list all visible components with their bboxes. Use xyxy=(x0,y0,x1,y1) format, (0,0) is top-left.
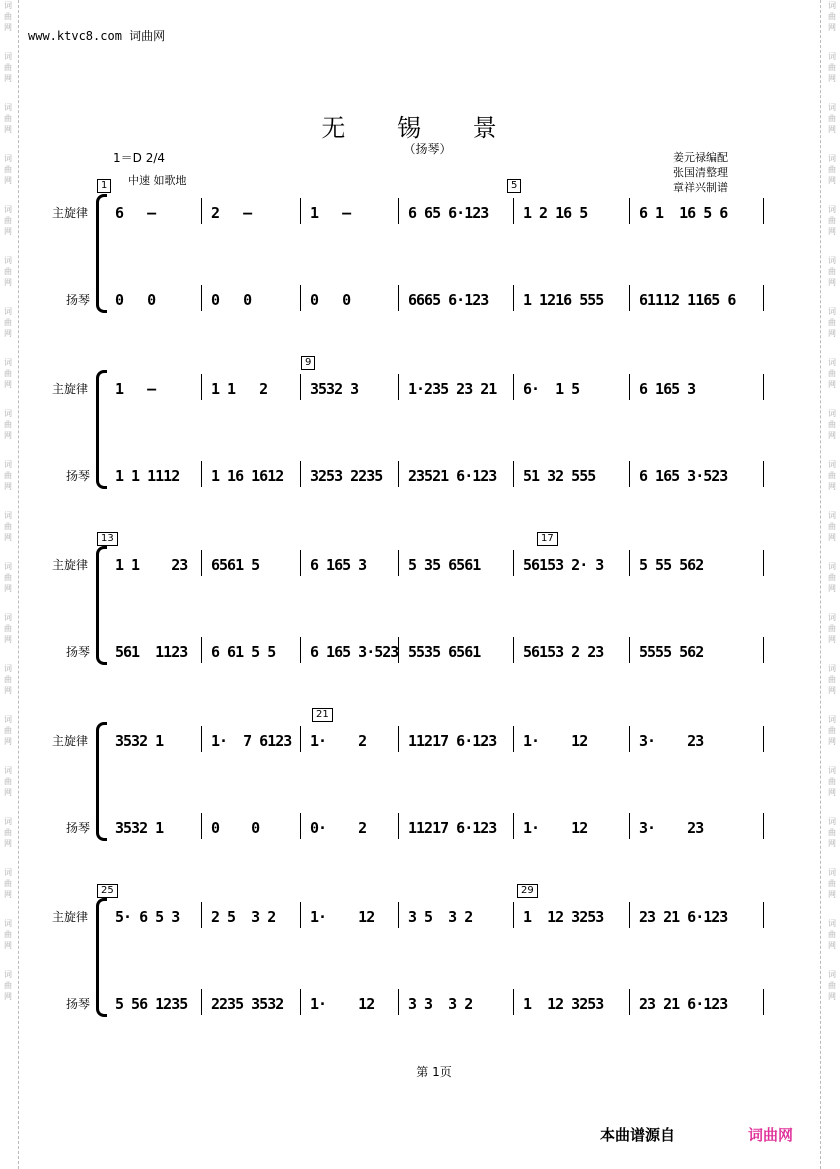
melody-part-label: 主旋律 xyxy=(52,382,89,396)
melody-measure: 6 165 3 xyxy=(639,380,696,398)
barline xyxy=(398,902,399,928)
watermark-char: 曲 xyxy=(828,981,836,990)
measure-number: 9 xyxy=(301,356,315,370)
watermark-char: 网 xyxy=(828,329,836,338)
barline xyxy=(201,550,202,576)
melody-measure: 6 – xyxy=(115,204,156,222)
barline xyxy=(629,461,630,487)
watermark-char: 词 xyxy=(4,715,12,724)
barline xyxy=(398,813,399,839)
watermark-char: 词 xyxy=(828,817,836,826)
barline xyxy=(763,637,764,663)
barline xyxy=(300,374,301,400)
watermark-char: 网 xyxy=(828,584,836,593)
watermark-char: 曲 xyxy=(4,624,12,633)
barline xyxy=(201,637,202,663)
watermark-char: 曲 xyxy=(4,777,12,786)
watermark-char: 词 xyxy=(828,205,836,214)
watermark-char: 网 xyxy=(4,533,12,542)
watermark-char: 网 xyxy=(828,737,836,746)
melody-measure: 1· 2 xyxy=(310,732,367,750)
watermark-char: 网 xyxy=(4,380,12,389)
barline xyxy=(629,374,630,400)
watermark-char: 网 xyxy=(4,74,12,83)
yangqin-staff xyxy=(0,641,840,665)
watermark-char: 词 xyxy=(4,562,12,571)
watermark-char: 词 xyxy=(4,1,12,10)
yangqin-measure: 2235 3532 xyxy=(211,995,284,1013)
watermark-char: 词 xyxy=(828,409,836,418)
watermark-char: 网 xyxy=(4,839,12,848)
barline xyxy=(398,285,399,311)
yangqin-staff xyxy=(0,817,840,841)
watermark-char: 词 xyxy=(4,103,12,112)
watermark-char: 词 xyxy=(828,970,836,979)
watermark-char: 曲 xyxy=(828,777,836,786)
melody-measure: 1 2 16 5 xyxy=(523,204,588,222)
melody-part-label: 主旋律 xyxy=(52,734,89,748)
barline xyxy=(513,902,514,928)
watermark-char: 词 xyxy=(4,307,12,316)
watermark-char: 网 xyxy=(828,788,836,797)
key-time-signature: 1＝D 2/4 xyxy=(113,151,166,165)
watermark-char: 网 xyxy=(828,23,836,32)
watermark-char: 网 xyxy=(4,329,12,338)
yangqin-measure: 56153 2 23 xyxy=(523,643,604,661)
watermark-char: 网 xyxy=(828,992,836,1001)
barline xyxy=(763,198,764,224)
watermark-char: 词 xyxy=(4,868,12,877)
song-subtitle: （扬琴） xyxy=(403,142,452,156)
watermark-char: 词 xyxy=(4,460,12,469)
watermark-char: 曲 xyxy=(828,879,836,888)
watermark-char: 词 xyxy=(4,970,12,979)
barline xyxy=(201,285,202,311)
barline xyxy=(763,374,764,400)
measure-number: 21 xyxy=(312,708,333,722)
barline xyxy=(201,198,202,224)
yangqin-measure: 3532 1 xyxy=(115,819,164,837)
yangqin-measure: 1 12 3253 xyxy=(523,995,604,1013)
yangqin-part-label: 扬琴 xyxy=(66,293,91,307)
watermark-char: 网 xyxy=(4,635,12,644)
melody-measure: 1 12 3253 xyxy=(523,908,604,926)
barline xyxy=(398,374,399,400)
watermark-char: 网 xyxy=(828,176,836,185)
watermark-char: 词 xyxy=(828,1,836,10)
yangqin-measure: 1· 12 xyxy=(523,819,588,837)
watermark-char: 曲 xyxy=(828,624,836,633)
melody-measure: 2 5 3 2 xyxy=(211,908,276,926)
barline xyxy=(300,902,301,928)
yangqin-measure: 6 165 3·523 xyxy=(639,467,728,485)
watermark-char: 网 xyxy=(4,584,12,593)
watermark-char: 词 xyxy=(828,358,836,367)
watermark-char: 网 xyxy=(828,686,836,695)
watermark-char: 网 xyxy=(4,941,12,950)
watermark-char: 网 xyxy=(828,482,836,491)
barline xyxy=(513,374,514,400)
watermark-char: 网 xyxy=(828,125,836,134)
barline xyxy=(763,726,764,752)
barline xyxy=(513,198,514,224)
watermark-char: 网 xyxy=(4,176,12,185)
melody-measure: 1 – xyxy=(115,380,156,398)
watermark-char: 曲 xyxy=(828,675,836,684)
watermark-char: 网 xyxy=(4,788,12,797)
melody-measure: 1· 12 xyxy=(523,732,588,750)
melody-measure: 1 1 2 xyxy=(211,380,268,398)
watermark-char: 曲 xyxy=(4,675,12,684)
watermark-char: 词 xyxy=(4,256,12,265)
watermark-char: 曲 xyxy=(828,522,836,531)
watermark-char: 曲 xyxy=(828,471,836,480)
watermark-char: 曲 xyxy=(828,420,836,429)
watermark-char: 网 xyxy=(4,227,12,236)
yangqin-measure: 3· 23 xyxy=(639,819,704,837)
melody-measure: 5· 6 5 3 xyxy=(115,908,180,926)
yangqin-measure: 5 56 1235 xyxy=(115,995,188,1013)
yangqin-measure: 61112 1165 6 xyxy=(639,291,736,309)
watermark-char: 词 xyxy=(828,868,836,877)
watermark-char: 网 xyxy=(828,278,836,287)
melody-measure: 1· 12 xyxy=(310,908,375,926)
yangqin-measure: 11217 6·123 xyxy=(408,819,497,837)
watermark-char: 网 xyxy=(4,890,12,899)
watermark-char: 词 xyxy=(4,511,12,520)
credit-arranger: 姜元禄编配 xyxy=(673,151,728,164)
melody-measure: 56153 2· 3 xyxy=(523,556,604,574)
melody-measure: 5 55 562 xyxy=(639,556,704,574)
melody-measure: 3532 3 xyxy=(310,380,359,398)
watermark-char: 曲 xyxy=(4,879,12,888)
barline xyxy=(629,902,630,928)
barline xyxy=(300,637,301,663)
watermark-char: 曲 xyxy=(828,573,836,582)
measure-number: 1 xyxy=(97,179,111,193)
barline xyxy=(763,285,764,311)
melody-measure: 23 21 6·123 xyxy=(639,908,728,926)
watermark-char: 词 xyxy=(828,103,836,112)
melody-measure: 3532 1 xyxy=(115,732,164,750)
watermark-char: 词 xyxy=(828,460,836,469)
barline xyxy=(398,726,399,752)
yangqin-measure: 3253 2235 xyxy=(310,467,383,485)
melody-staff xyxy=(0,730,840,754)
watermark-char: 词 xyxy=(4,52,12,61)
barline xyxy=(763,813,764,839)
measure-number: 17 xyxy=(537,532,558,546)
watermark-char: 曲 xyxy=(4,573,12,582)
watermark-char: 网 xyxy=(828,941,836,950)
barline xyxy=(201,813,202,839)
barline xyxy=(300,726,301,752)
watermark-char: 曲 xyxy=(828,369,836,378)
watermark-char: 词 xyxy=(828,307,836,316)
watermark-char: 词 xyxy=(4,154,12,163)
yangqin-part-label: 扬琴 xyxy=(66,997,91,1011)
barline xyxy=(513,285,514,311)
watermark-char: 曲 xyxy=(4,369,12,378)
watermark-char: 词 xyxy=(828,511,836,520)
credit-editor: 张国清整理 xyxy=(673,166,728,179)
barline xyxy=(398,550,399,576)
barline xyxy=(300,550,301,576)
barline xyxy=(300,198,301,224)
yangqin-measure: 0· 2 xyxy=(310,819,367,837)
yangqin-measure: 3 3 3 2 xyxy=(408,995,473,1013)
yangqin-measure: 1 16 1612 xyxy=(211,467,284,485)
watermark-char: 曲 xyxy=(4,471,12,480)
watermark-char: 曲 xyxy=(4,165,12,174)
barline xyxy=(513,550,514,576)
watermark-char: 曲 xyxy=(4,726,12,735)
barline xyxy=(629,198,630,224)
yangqin-measure: 1 1216 555 xyxy=(523,291,604,309)
watermark-char: 曲 xyxy=(828,828,836,837)
watermark-char: 网 xyxy=(828,431,836,440)
watermark-char: 曲 xyxy=(828,12,836,21)
page-number: 第 1页 xyxy=(416,1065,452,1079)
barline xyxy=(763,461,764,487)
watermark-char: 曲 xyxy=(4,216,12,225)
watermark-char: 词 xyxy=(4,817,12,826)
barline xyxy=(513,637,514,663)
barline xyxy=(629,550,630,576)
yangqin-measure: 5555 562 xyxy=(639,643,704,661)
barline xyxy=(763,989,764,1015)
yangqin-measure: 0 0 xyxy=(115,291,156,309)
measure-number: 29 xyxy=(517,884,538,898)
melody-measure: 3 5 3 2 xyxy=(408,908,473,926)
melody-measure: 3· 23 xyxy=(639,732,704,750)
watermark-char: 网 xyxy=(828,74,836,83)
melody-measure: 6 1 16 5 6 xyxy=(639,204,728,222)
yangqin-measure: 0 0 xyxy=(310,291,351,309)
watermark-char: 网 xyxy=(828,227,836,236)
barline xyxy=(513,461,514,487)
watermark-char: 曲 xyxy=(828,726,836,735)
melody-measure: 2 – xyxy=(211,204,252,222)
barline xyxy=(763,902,764,928)
watermark-char: 曲 xyxy=(828,318,836,327)
watermark-char: 词 xyxy=(828,664,836,673)
yangqin-measure: 23 21 6·123 xyxy=(639,995,728,1013)
watermark-char: 词 xyxy=(4,358,12,367)
yangqin-measure: 561 1123 xyxy=(115,643,188,661)
watermark-char: 词 xyxy=(828,919,836,928)
watermark-char: 曲 xyxy=(4,267,12,276)
watermark-char: 网 xyxy=(828,533,836,542)
watermark-char: 曲 xyxy=(4,114,12,123)
barline xyxy=(300,285,301,311)
barline xyxy=(513,726,514,752)
yangqin-measure: 6 61 5 5 xyxy=(211,643,276,661)
watermark-char: 网 xyxy=(4,737,12,746)
melody-measure: 11217 6·123 xyxy=(408,732,497,750)
watermark-char: 词 xyxy=(4,919,12,928)
watermark-char: 网 xyxy=(4,431,12,440)
measure-number: 13 xyxy=(97,532,118,546)
watermark-char: 网 xyxy=(4,278,12,287)
barline xyxy=(763,550,764,576)
barline xyxy=(629,285,630,311)
watermark-char: 曲 xyxy=(828,216,836,225)
yangqin-measure: 0 0 xyxy=(211,291,252,309)
watermark-char: 曲 xyxy=(4,420,12,429)
barline xyxy=(398,461,399,487)
melody-measure: 6561 5 xyxy=(211,556,260,574)
watermark-char: 词 xyxy=(828,562,836,571)
watermark-char: 网 xyxy=(828,839,836,848)
watermark-char: 网 xyxy=(4,23,12,32)
watermark-char: 词 xyxy=(828,766,836,775)
watermark-char: 词 xyxy=(4,205,12,214)
barline xyxy=(300,989,301,1015)
barline xyxy=(629,989,630,1015)
barline xyxy=(201,726,202,752)
melody-measure: 1 1 23 xyxy=(115,556,188,574)
melody-staff xyxy=(0,906,840,930)
barline xyxy=(629,813,630,839)
yangqin-measure: 1· 12 xyxy=(310,995,375,1013)
watermark-char: 曲 xyxy=(828,114,836,123)
yangqin-part-label: 扬琴 xyxy=(66,821,91,835)
melody-staff xyxy=(0,554,840,578)
site-url[interactable]: www.ktvc8.com 词曲网 xyxy=(28,29,166,43)
yangqin-measure: 6 165 3·523 xyxy=(310,643,399,661)
melody-measure: 6· 1 5 xyxy=(523,380,580,398)
melody-part-label: 主旋律 xyxy=(52,910,89,924)
watermark-char: 词 xyxy=(828,613,836,622)
watermark-char: 词 xyxy=(4,613,12,622)
melody-staff xyxy=(0,378,840,402)
yangqin-staff xyxy=(0,465,840,489)
melody-part-label: 主旋律 xyxy=(52,206,89,220)
watermark-char: 曲 xyxy=(4,828,12,837)
watermark-char: 词 xyxy=(828,256,836,265)
barline xyxy=(629,726,630,752)
yangqin-measure: 51 32 555 xyxy=(523,467,596,485)
barline xyxy=(300,461,301,487)
melody-measure: 5 35 6561 xyxy=(408,556,481,574)
yangqin-staff xyxy=(0,289,840,313)
melody-part-label: 主旋律 xyxy=(52,558,89,572)
watermark-char: 曲 xyxy=(4,981,12,990)
credits xyxy=(673,150,728,195)
watermark-char: 网 xyxy=(4,482,12,491)
watermark-char: 曲 xyxy=(4,63,12,72)
watermark-char: 曲 xyxy=(828,930,836,939)
watermark-char: 网 xyxy=(828,635,836,644)
watermark-char: 词 xyxy=(828,52,836,61)
barline xyxy=(201,902,202,928)
watermark-char: 曲 xyxy=(828,165,836,174)
watermark-char: 词 xyxy=(4,664,12,673)
yangqin-measure: 1 1 1112 xyxy=(115,467,180,485)
watermark-char: 网 xyxy=(4,686,12,695)
melody-measure: 1 – xyxy=(310,204,351,222)
barline xyxy=(398,198,399,224)
barline xyxy=(629,637,630,663)
watermark-char: 网 xyxy=(828,380,836,389)
barline xyxy=(513,989,514,1015)
barline xyxy=(300,813,301,839)
yangqin-measure: 0 0 xyxy=(211,819,260,837)
measure-number: 25 xyxy=(97,884,118,898)
yangqin-staff xyxy=(0,993,840,1017)
credit-engraver: 章祥兴制谱 xyxy=(673,181,728,194)
watermark-char: 曲 xyxy=(828,63,836,72)
watermark-char: 词 xyxy=(828,715,836,724)
yangqin-measure: 23521 6·123 xyxy=(408,467,497,485)
source-brand-link[interactable]: 词曲网 xyxy=(748,1126,794,1144)
song-title: 无 锡 景 xyxy=(321,114,519,142)
melody-measure: 1·235 23 21 xyxy=(408,380,497,398)
watermark-char: 词 xyxy=(4,409,12,418)
yangqin-part-label: 扬琴 xyxy=(66,469,91,483)
barline xyxy=(513,813,514,839)
yangqin-measure: 6665 6·123 xyxy=(408,291,489,309)
watermark-char: 词 xyxy=(4,766,12,775)
watermark-char: 曲 xyxy=(4,318,12,327)
watermark-char: 网 xyxy=(4,125,12,134)
yangqin-measure: 5535 6561 xyxy=(408,643,481,661)
melody-measure: 1· 7 6123 xyxy=(211,732,292,750)
watermark-char: 曲 xyxy=(4,12,12,21)
measure-number: 5 xyxy=(507,179,521,193)
barline xyxy=(398,989,399,1015)
watermark-char: 曲 xyxy=(828,267,836,276)
watermark-char: 词 xyxy=(828,154,836,163)
melody-measure: 6 65 6·123 xyxy=(408,204,489,222)
source-text: 本曲谱源自 xyxy=(600,1126,676,1144)
watermark-char: 网 xyxy=(828,890,836,899)
watermark-char: 曲 xyxy=(4,522,12,531)
watermark-char: 网 xyxy=(4,992,12,1001)
melody-measure: 6 165 3 xyxy=(310,556,367,574)
barline xyxy=(201,461,202,487)
watermark-char: 曲 xyxy=(4,930,12,939)
yangqin-part-label: 扬琴 xyxy=(66,645,91,659)
barline xyxy=(201,989,202,1015)
tempo-marking: 中速 如歌地 xyxy=(128,174,187,187)
melody-staff xyxy=(0,202,840,226)
barline xyxy=(201,374,202,400)
